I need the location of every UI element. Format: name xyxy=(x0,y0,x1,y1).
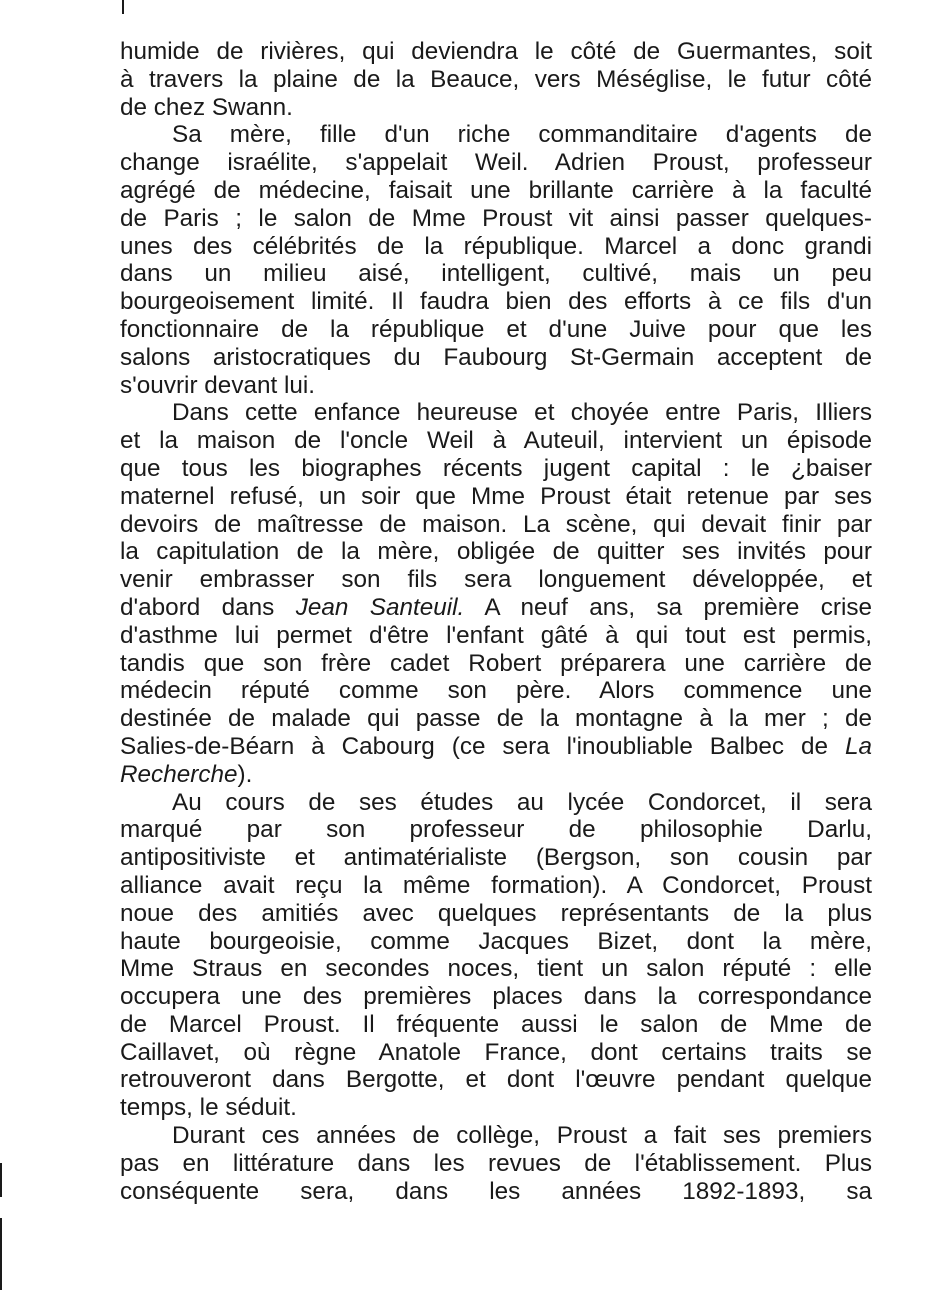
text-line: de chez Swann. xyxy=(120,93,293,121)
text-line: marqué par son professeur de philosophie Darlu, xyxy=(120,816,872,844)
text-line: destinée de malade qui passe de la montagne à la mer ; de xyxy=(120,705,872,733)
text-line: et la maison de l'oncle Weil à Auteuil, intervient un épisode xyxy=(120,427,872,455)
text-line: conséquente sera, dans les années 1892-1893, sa xyxy=(120,1177,872,1205)
text-line: d'asthme lui permet d'être l'enfant gâté à qui tout est permis, xyxy=(120,621,872,649)
margin-mark-top xyxy=(122,0,124,14)
text-line: Mme Straus en secondes noces, tient un salon réputé : elle xyxy=(120,955,872,983)
text-line: retrouveront dans Bergotte, et dont l'œuvre pendant quelque xyxy=(120,1066,872,1094)
text-line: devoirs de maîtresse de maison. La scène, qui devait finir par xyxy=(120,510,872,538)
text-run: d'abord dans xyxy=(120,593,296,621)
text-line: occupera une des premières places dans la correspondance xyxy=(120,983,872,1011)
text-line xyxy=(120,761,872,789)
text-line: la capitulation de la mère, obligée de quitter ses invités pour xyxy=(120,538,872,566)
text-line: alliance avait reçu la même formation). A Condorcet, Proust xyxy=(120,871,872,899)
text-line: salons aristocratiques du Faubourg St-Germain acceptent de xyxy=(120,343,872,371)
text-line: de Marcel Proust. Il fréquente aussi le salon de Mme de xyxy=(120,1010,872,1038)
text-line: pas en littérature dans les revues de l'établissement. Plus xyxy=(120,1149,872,1177)
paragraph xyxy=(120,1122,872,1205)
text-line: unes des célébrités de la république. Marcel a donc grandi xyxy=(120,232,872,260)
text-line: médecin réputé comme son père. Alors commence une xyxy=(120,677,872,705)
text-line: temps, le séduit. xyxy=(120,1094,297,1122)
margin-mark-left-2 xyxy=(0,1218,2,1290)
text-line: Sa mère, fille d'un riche commanditaire d'agents de xyxy=(172,121,872,149)
text-line: change israélite, s'appelait Weil. Adrien Proust, professeur xyxy=(120,149,872,177)
text-line: agrégé de médecine, faisait une brillante carrière à la faculté xyxy=(120,176,872,204)
text-line: Durant ces années de collège, Proust a fait ses premiers xyxy=(172,1122,872,1150)
text-line: que tous les biographes récents jugent capital : le ¿baiser xyxy=(120,454,872,482)
margin-mark-left-1 xyxy=(0,1163,2,1197)
text-line: bourgeoisement limité. Il faudra bien des efforts à ce fils d'un xyxy=(120,288,872,316)
italic-title: La xyxy=(844,732,872,760)
text-line xyxy=(120,594,872,622)
text-line: Dans cette enfance heureuse et choyée entre Paris, Illiers xyxy=(172,399,872,427)
italic-title: Recherche xyxy=(120,760,238,788)
text-run: ). xyxy=(237,760,253,788)
document-page xyxy=(120,38,872,1205)
text-line: fonctionnaire de la république et d'une Juive pour que les xyxy=(120,315,872,343)
text-line: à travers la plaine de la Beauce, vers Méséglise, le futur côté xyxy=(120,65,872,93)
paragraph xyxy=(120,789,872,1123)
text-line: tandis que son frère cadet Robert préparera une carrière de xyxy=(120,649,872,677)
text-line: maternel refusé, un soir que Mme Proust était retenue par ses xyxy=(120,482,872,510)
text-line: antipositiviste et antimatérialiste (Bergson, son cousin par xyxy=(120,844,872,872)
text-line: de Paris ; le salon de Mme Proust vit ainsi passer quelques- xyxy=(120,204,872,232)
text-line: venir embrasser son fils sera longuement développée, et xyxy=(120,566,872,594)
text-line: Au cours de ses études au lycée Condorcet, il sera xyxy=(172,788,872,816)
paragraph xyxy=(120,399,872,788)
text-run: Salies-de-Béarn à Cabourg (ce sera l'inoubliable Balbec de xyxy=(120,732,845,760)
text-line: Caillavet, où règne Anatole France, dont certains traits se xyxy=(120,1038,872,1066)
text-line: dans un milieu aisé, intelligent, cultivé, mais un peu xyxy=(120,260,872,288)
text-run: A neuf ans, sa première crise xyxy=(464,593,873,621)
text-line: s'ouvrir devant lui. xyxy=(120,371,316,399)
paragraph xyxy=(120,121,872,399)
paragraph xyxy=(120,38,872,121)
text-line: haute bourgeoisie, comme Jacques Bizet, dont la mère, xyxy=(120,927,872,955)
text-line: humide de rivières, qui deviendra le côté de Guermantes, soit xyxy=(120,38,872,65)
text-line xyxy=(120,733,872,761)
italic-title: Jean Santeuil. xyxy=(295,593,465,621)
text-line: noue des amitiés avec quelques représentants de la plus xyxy=(120,899,872,927)
